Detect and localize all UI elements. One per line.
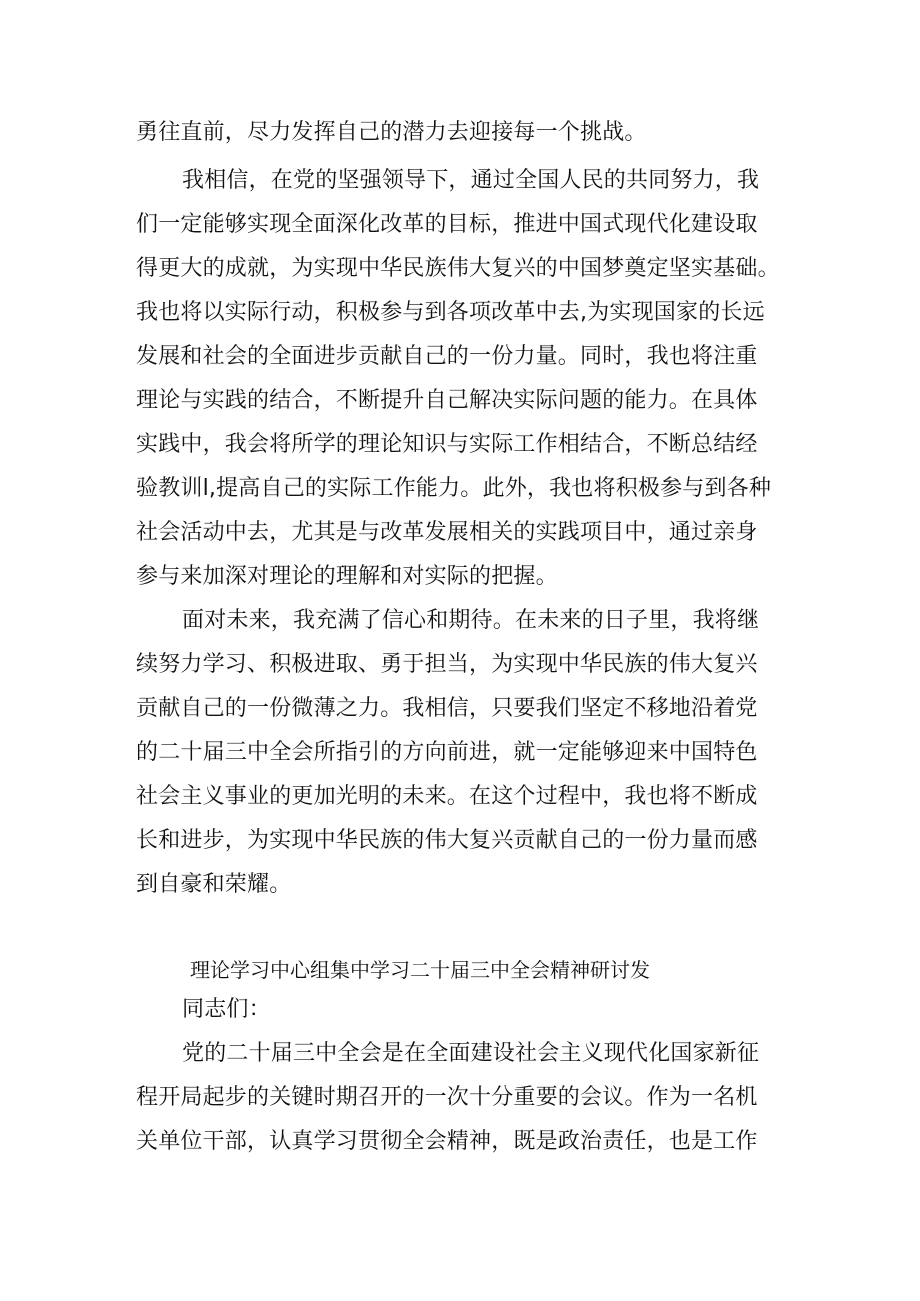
paragraph-2-line-3: 得更大的成就，为实现中华民族伟大复兴的中国梦奠定坚实基础。 bbox=[136, 256, 780, 281]
paragraph-2-line-6: 理论与实践的结合，不断提升自己解决实际问题的能力。在具体 bbox=[136, 388, 758, 413]
paragraph-1-line-1: 勇往直前，尽力发挥自己的潜力去迎接每一个挑战。 bbox=[136, 120, 647, 145]
paragraph-4-line-2: 程开局起步的关键时期召开的一次十分重要的会议。作为一名机 bbox=[136, 1085, 758, 1110]
paragraph-2-line-7: 实践中，我会将所学的理论知识与实际工作相结合，不断总结经 bbox=[136, 432, 758, 457]
paragraph-2-line-1: 我相信，在党的坚强领导下，通过全国人民的共同努力，我 bbox=[182, 168, 760, 193]
paragraph-2-line-9: 社会活动中去，尤其是与改革发展相关的实践项目中，通过亲身 bbox=[136, 520, 758, 545]
paragraph-2-line-8: 验教训l,提高自己的实际工作能力。此外，我也将积极参与到各种 bbox=[136, 476, 772, 501]
paragraph-3-line-6: 长和进步，为实现中华民族的伟大复兴贡献自己的一份力量而感 bbox=[136, 828, 758, 853]
paragraph-4-line-1: 党的二十届三中全会是在全面建设社会主义现代化国家新征 bbox=[182, 1041, 760, 1066]
paragraph-3-line-5: 社会主义事业的更加光明的未来。在这个过程中，我也将不断成 bbox=[136, 784, 758, 809]
paragraph-3-line-1: 面对未来，我充满了信心和期待。在未来的日子里，我将继 bbox=[182, 608, 760, 633]
paragraph-2-line-5: 发展和社会的全面进步贡献自己的一份力量。同时，我也将注重 bbox=[136, 344, 758, 369]
paragraph-4-line-3: 关单位干部，认真学习贯彻全会精神，既是政治责任，也是工作 bbox=[136, 1129, 758, 1154]
paragraph-3-line-4: 的二十届三中全会所指引的方向前进，就一定能够迎来中国特色 bbox=[136, 740, 758, 765]
salutation: 同志们： bbox=[182, 997, 271, 1022]
paragraph-3-line-2: 续努力学习、积极进取、勇于担当，为实现中华民族的伟大复兴 bbox=[136, 652, 758, 677]
paragraph-3-line-7: 到自豪和荣耀。 bbox=[136, 872, 292, 897]
paragraph-2-line-10: 参与来加深对理论的理解和对实际的把握。 bbox=[136, 564, 558, 589]
paragraph-2-line-2: 们一定能够实现全面深化改革的目标，推进中国式现代化建设取 bbox=[136, 212, 758, 237]
paragraph-3-line-3: 贡献自己的一份微薄之力。我相信，只要我们坚定不移地沿着党 bbox=[136, 696, 758, 721]
paragraph-2-line-4: 我也将以实际行动，积极参与到各项改革中去,为实现国家的长远 bbox=[136, 300, 765, 325]
section-title: 理论学习中心组集中学习二十届三中全会精神研讨发 bbox=[190, 958, 650, 982]
